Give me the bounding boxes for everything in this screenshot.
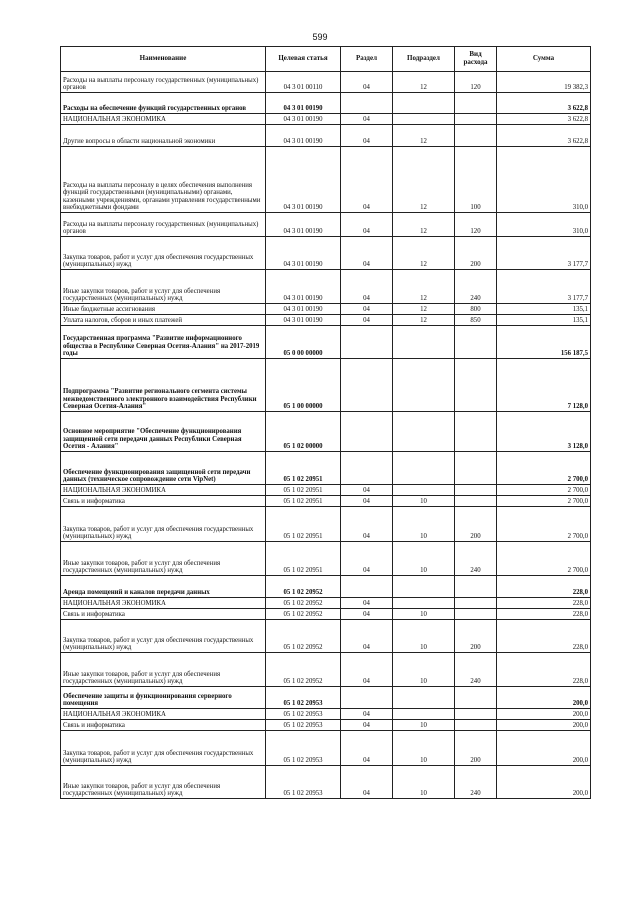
cell-sum: 200,0 [497,720,591,731]
cell-type [455,412,497,452]
cell-code: 04 3 01 00190 [266,213,341,237]
cell-type [455,576,497,598]
cell-section: 04 [341,731,393,766]
cell-type: 200 [455,731,497,766]
cell-sum: 2 700,0 [497,542,591,576]
cell-name: НАЦИОНАЛЬНАЯ ЭКОНОМИКА [61,709,266,720]
cell-code: 04 3 01 00190 [266,315,341,326]
cell-subsection: 10 [393,653,455,687]
cell-type [455,114,497,125]
cell-sum: 3 177,7 [497,270,591,304]
table-row [61,598,591,609]
cell-name: Закупка товаров, работ и услуг для обеспечения государственных (муниципальных) нужд [61,237,266,270]
cell-name: Другие вопросы в области национальной экономики [61,125,266,147]
cell-section: 04 [341,720,393,731]
table-row [61,687,591,709]
cell-name: Связь и информатика [61,609,266,620]
cell-name: НАЦИОНАЛЬНАЯ ЭКОНОМИКА [61,598,266,609]
cell-subsection: 12 [393,125,455,147]
cell-type [455,359,497,412]
cell-code: 05 1 02 20951 [266,496,341,507]
table-row [61,709,591,720]
cell-subsection: 10 [393,609,455,620]
cell-sum: 3 622,8 [497,125,591,147]
cell-subsection: 10 [393,731,455,766]
cell-section: 04 [341,72,393,93]
cell-sum: 2 700,0 [497,507,591,542]
cell-sum: 228,0 [497,620,591,653]
cell-name: Иные бюджетные ассигнования [61,304,266,315]
cell-name: Уплата налогов, сборов и иных платежей [61,315,266,326]
cell-name: Иные закупки товаров, работ и услуг для обеспечения государственных (муниципальных) нужд [61,542,266,576]
cell-section [341,93,393,114]
cell-subsection [393,452,455,485]
cell-type: 200 [455,620,497,653]
cell-subsection [393,412,455,452]
cell-section [341,452,393,485]
cell-name: Связь и информатика [61,496,266,507]
cell-name: Связь и информатика [61,720,266,731]
cell-sum: 2 700,0 [497,485,591,496]
cell-name: Расходы на обеспечение функций государственных органов [61,93,266,114]
table-row [61,720,591,731]
cell-code: 05 1 02 20951 [266,485,341,496]
cell-section: 04 [341,485,393,496]
cell-section: 04 [341,542,393,576]
cell-type [455,485,497,496]
cell-sum: 156 187,5 [497,326,591,359]
cell-type [455,598,497,609]
table-row [61,72,591,93]
cell-code: 04 3 01 00190 [266,93,341,114]
cell-name: Расходы на выплаты персоналу государственных (муниципальных) органов [61,72,266,93]
cell-section [341,326,393,359]
cell-name: Закупка товаров, работ и услуг для обеспечения государственных (муниципальных) нужд [61,620,266,653]
cell-name: Расходы на выплаты персоналу в целях обеспечения выполнения функций государственными (муниципальными) органами, казенными учреждениями, органами управления государственными внебюджетными фондами [61,147,266,213]
cell-code: 04 3 01 00190 [266,304,341,315]
cell-subsection [393,93,455,114]
cell-code: 05 1 02 20952 [266,598,341,609]
cell-sum: 228,0 [497,653,591,687]
cell-type: 200 [455,237,497,270]
cell-subsection: 10 [393,507,455,542]
cell-code: 05 1 02 20952 [266,653,341,687]
cell-sum: 3 128,0 [497,412,591,452]
cell-type [455,125,497,147]
cell-subsection [393,709,455,720]
cell-code: 05 1 02 20953 [266,766,341,799]
cell-sum: 3 177,7 [497,237,591,270]
cell-section [341,576,393,598]
cell-sum: 19 382,3 [497,72,591,93]
cell-subsection [393,598,455,609]
cell-type [455,326,497,359]
cell-sum: 310,0 [497,213,591,237]
cell-code: 04 3 01 00110 [266,72,341,93]
table-row [61,315,591,326]
table-row [61,237,591,270]
cell-subsection: 12 [393,237,455,270]
cell-subsection [393,326,455,359]
cell-type: 100 [455,147,497,213]
header-row [61,47,591,72]
table-row [61,93,591,114]
cell-name: Закупка товаров, работ и услуг для обеспечения государственных (муниципальных) нужд [61,507,266,542]
cell-code: 05 1 02 20951 [266,507,341,542]
cell-code: 05 1 02 20952 [266,609,341,620]
cell-subsection [393,485,455,496]
cell-section: 04 [341,213,393,237]
table-row [61,147,591,213]
cell-section: 04 [341,620,393,653]
cell-name: Основное мероприятие "Обеспечение функционирования защищенной сети передачи данных Республики Северная Осетия - Алания" [61,412,266,452]
budget-table [60,46,591,799]
cell-name: Обеспечение функционирования защищенной сети передачи данных (техническое сопровождение сети VipNet) [61,452,266,485]
cell-code: 05 1 02 20953 [266,687,341,709]
cell-section: 04 [341,507,393,542]
cell-section: 04 [341,270,393,304]
cell-type: 240 [455,766,497,799]
cell-section: 04 [341,598,393,609]
cell-section [341,412,393,452]
table-header [61,47,591,72]
cell-code: 04 3 01 00190 [266,237,341,270]
cell-name: НАЦИОНАЛЬНАЯ ЭКОНОМИКА [61,485,266,496]
cell-name: Расходы на выплаты персоналу государственных (муниципальных) органов [61,213,266,237]
table-row [61,496,591,507]
table-row [61,270,591,304]
cell-subsection: 10 [393,620,455,653]
cell-section: 04 [341,114,393,125]
cell-code: 04 3 01 00190 [266,125,341,147]
cell-subsection: 12 [393,315,455,326]
cell-code: 04 3 01 00190 [266,114,341,125]
cell-sum: 135,1 [497,304,591,315]
header-subsection: Подраздел [393,47,455,72]
header-sum: Сумма [497,47,591,72]
cell-code: 05 1 02 20951 [266,452,341,485]
cell-type [455,452,497,485]
header-section: Раздел [341,47,393,72]
cell-section: 04 [341,237,393,270]
cell-sum: 228,0 [497,576,591,598]
cell-name: Государственная программа "Развитие информационного общества в Республике Северная Осетия-Алания" на 2017-2019 годы [61,326,266,359]
cell-type: 120 [455,213,497,237]
cell-subsection [393,687,455,709]
cell-sum: 3 622,8 [497,93,591,114]
cell-sum: 310,0 [497,147,591,213]
cell-section: 04 [341,609,393,620]
cell-section [341,359,393,412]
cell-type: 800 [455,304,497,315]
cell-type [455,720,497,731]
cell-name: Аренда помещений и каналов передачи данных [61,576,266,598]
cell-sum: 7 128,0 [497,359,591,412]
table-row [61,304,591,315]
cell-section: 04 [341,315,393,326]
cell-subsection: 12 [393,270,455,304]
cell-type [455,687,497,709]
cell-subsection [393,576,455,598]
cell-code: 05 1 02 20952 [266,576,341,598]
page-number: 599 [312,32,328,42]
table-row [61,731,591,766]
cell-name: Иные закупки товаров, работ и услуг для обеспечения государственных (муниципальных) нужд [61,270,266,304]
cell-code: 05 0 00 00000 [266,326,341,359]
table-row [61,620,591,653]
cell-type [455,709,497,720]
cell-section: 04 [341,304,393,315]
cell-type: 240 [455,542,497,576]
cell-code: 05 1 02 20952 [266,620,341,653]
cell-code: 05 1 02 20951 [266,542,341,576]
header-name: Наименование [61,47,266,72]
cell-section: 04 [341,653,393,687]
cell-type: 240 [455,653,497,687]
cell-section: 04 [341,147,393,213]
cell-code: 05 1 02 20953 [266,720,341,731]
table-row [61,452,591,485]
cell-sum: 200,0 [497,766,591,799]
cell-code: 05 1 02 20953 [266,731,341,766]
cell-subsection: 10 [393,766,455,799]
table-row [61,125,591,147]
cell-sum: 2 700,0 [497,496,591,507]
cell-type: 200 [455,507,497,542]
table-row [61,359,591,412]
cell-code: 05 1 00 00000 [266,359,341,412]
cell-sum: 3 622,8 [497,114,591,125]
cell-name: Обеспечение защиты и функционирования серверного помещения [61,687,266,709]
cell-type: 850 [455,315,497,326]
cell-name: Иные закупки товаров, работ и услуг для обеспечения государственных (муниципальных) нужд [61,653,266,687]
cell-name: Иные закупки товаров, работ и услуг для обеспечения государственных (муниципальных) нужд [61,766,266,799]
table-row [61,542,591,576]
cell-name: Подпрограмма "Развитие регионального сегмента системы межведомственного электронного взаимодействия Республики Северная Осетия-Алания" [61,359,266,412]
cell-section: 04 [341,496,393,507]
table-row [61,485,591,496]
cell-subsection: 12 [393,72,455,93]
cell-code: 05 1 02 00000 [266,412,341,452]
table-row [61,213,591,237]
cell-sum: 2 700,0 [497,452,591,485]
cell-type [455,93,497,114]
cell-subsection: 12 [393,147,455,213]
cell-type [455,609,497,620]
cell-sum: 228,0 [497,598,591,609]
cell-name: НАЦИОНАЛЬНАЯ ЭКОНОМИКА [61,114,266,125]
cell-subsection: 12 [393,213,455,237]
cell-type: 240 [455,270,497,304]
table-body [61,72,591,799]
table-row [61,412,591,452]
table-row [61,326,591,359]
cell-sum: 228,0 [497,609,591,620]
cell-code: 04 3 01 00190 [266,147,341,213]
cell-sum: 200,0 [497,687,591,709]
cell-type: 120 [455,72,497,93]
table-row [61,114,591,125]
cell-type [455,496,497,507]
table-row [61,766,591,799]
table-row [61,609,591,620]
cell-subsection: 10 [393,496,455,507]
cell-subsection [393,114,455,125]
cell-sum: 135,1 [497,315,591,326]
cell-sum: 200,0 [497,731,591,766]
cell-section: 04 [341,125,393,147]
header-type: Вид расхода [455,47,497,72]
cell-subsection: 12 [393,304,455,315]
cell-code: 05 1 02 20953 [266,709,341,720]
cell-name: Закупка товаров, работ и услуг для обеспечения государственных (муниципальных) нужд [61,731,266,766]
cell-section: 04 [341,766,393,799]
cell-section [341,687,393,709]
cell-subsection: 10 [393,542,455,576]
cell-subsection: 10 [393,720,455,731]
table-row [61,576,591,598]
cell-subsection [393,359,455,412]
cell-section: 04 [341,709,393,720]
cell-sum: 200,0 [497,709,591,720]
header-code: Целевая статья [266,47,341,72]
cell-code: 04 3 01 00190 [266,270,341,304]
table-row [61,653,591,687]
table-row [61,507,591,542]
